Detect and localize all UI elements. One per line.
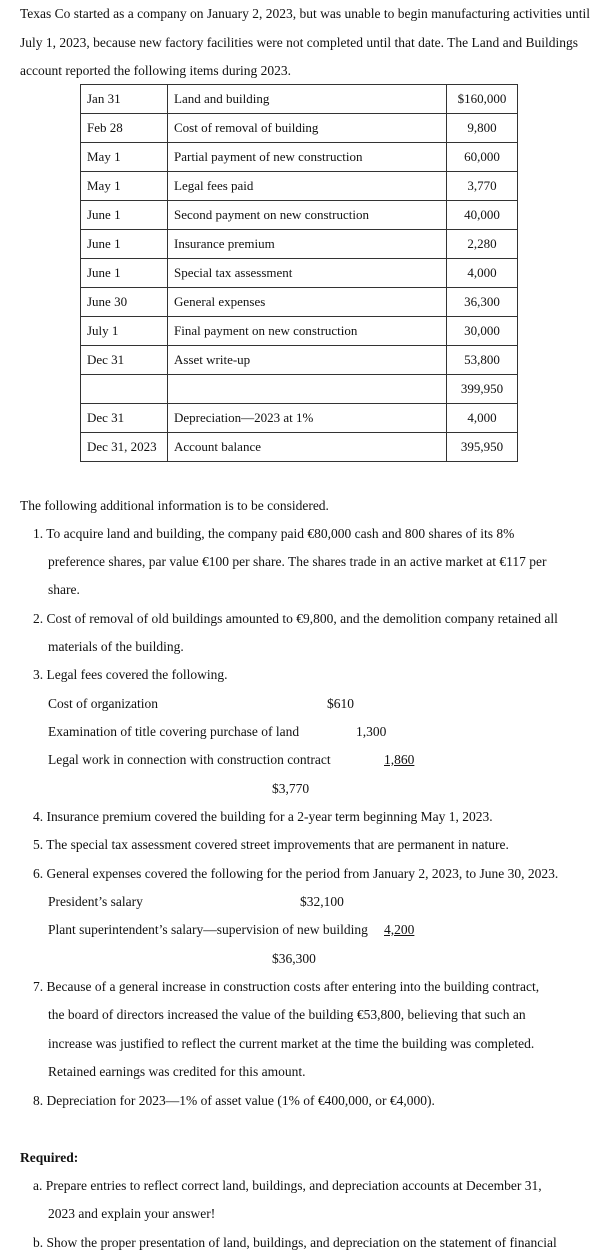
row-date: June 30 [81, 288, 168, 317]
row-description: Second payment on new construction [168, 201, 447, 230]
required-a-line-1: a. Prepare entries to reflect correct land, buildings, and depreciation accounts at December 31, [33, 1178, 542, 1193]
item-7-line-1: 7. Because of a general increase in construction costs after entering into the building contract, [33, 979, 540, 994]
row-amount: 395,950 [447, 433, 518, 462]
row-date [81, 375, 168, 404]
row-description [168, 375, 447, 404]
info-heading: The following additional information is to be considered. [20, 498, 329, 513]
table-row [81, 259, 518, 288]
row-description: Land and building [168, 85, 447, 114]
row-amount: 2,280 [447, 230, 518, 259]
row-date: June 1 [81, 230, 168, 259]
row-date: Dec 31 [81, 404, 168, 433]
row-description: Account balance [168, 433, 447, 462]
item-1-line-1: 1. To acquire land and building, the company paid €80,000 cash and 800 shares of its 8% [33, 526, 515, 541]
table-row-subtotal [81, 375, 518, 404]
row-description: Asset write-up [168, 346, 447, 375]
row-amount: 9,800 [447, 114, 518, 143]
required-heading: Required: [20, 1150, 79, 1165]
legal-item-amount: $610 [327, 696, 354, 711]
item-4-line: 4. Insurance premium covered the building for a 2-year term beginning May 1, 2023. [33, 809, 493, 824]
row-description: Partial payment of new construction [168, 143, 447, 172]
required-a-line-2: 2023 and explain your answer! [48, 1206, 216, 1221]
item-3-line: 3. Legal fees covered the following. [33, 667, 228, 682]
row-description: Depreciation—2023 at 1% [168, 404, 447, 433]
row-date: Dec 31 [81, 346, 168, 375]
item-2-line-1: 2. Cost of removal of old buildings amounted to €9,800, and the demolition company retained all [33, 611, 558, 626]
item-6-line: 6. General expenses covered the following for the period from January 2, 2023, to June 30, 2023. [33, 866, 559, 881]
land-buildings-ledger-table [80, 84, 518, 462]
item-8-line: 8. Depreciation for 2023—1% of asset value (1% of €400,000, or €4,000). [33, 1093, 435, 1108]
item-1-line-3: share. [48, 582, 80, 597]
row-amount: 30,000 [447, 317, 518, 346]
table-row [81, 230, 518, 259]
row-description: Final payment on new construction [168, 317, 447, 346]
row-amount: 36,300 [447, 288, 518, 317]
row-description: Legal fees paid [168, 172, 447, 201]
table-row [81, 346, 518, 375]
row-date: June 1 [81, 201, 168, 230]
item-7-line-2: the board of directors increased the value of the building €53,800, believing that such an [48, 1007, 526, 1022]
required-b-line-1: b. Show the proper presentation of land, buildings, and depreciation on the statement of financial [33, 1235, 557, 1250]
legal-item-label: Legal work in connection with construction contract [48, 752, 331, 767]
general-item-amount: $32,100 [300, 894, 344, 909]
general-item-label: Plant superintendent’s salary—supervision of new building [48, 922, 368, 937]
table-row [81, 404, 518, 433]
row-amount: 4,000 [447, 404, 518, 433]
row-description: Insurance premium [168, 230, 447, 259]
legal-item-amount: 1,860 [384, 752, 415, 767]
item-7-line-3: increase was justified to reflect the current market at the time the building was completed. [48, 1036, 535, 1051]
general-item-label: President’s salary [48, 894, 143, 909]
row-date: May 1 [81, 172, 168, 201]
item-5-line: 5. The special tax assessment covered street improvements that are permanent in nature. [33, 837, 509, 852]
row-date: Dec 31, 2023 [81, 433, 168, 462]
row-description: Cost of removal of building [168, 114, 447, 143]
row-amount: 60,000 [447, 143, 518, 172]
legal-item-amount: 1,300 [356, 724, 387, 739]
table-row [81, 317, 518, 346]
table-row [81, 114, 518, 143]
legal-item-label: Cost of organization [48, 696, 158, 711]
table-row [81, 85, 518, 114]
row-date: May 1 [81, 143, 168, 172]
row-amount: 399,950 [447, 375, 518, 404]
legal-total: $3,770 [272, 781, 310, 796]
table-row [81, 201, 518, 230]
item-7-line-4: Retained earnings was credited for this amount. [48, 1064, 306, 1079]
table-row [81, 143, 518, 172]
row-date: June 1 [81, 259, 168, 288]
general-item-amount: 4,200 [384, 922, 415, 937]
row-description: Special tax assessment [168, 259, 447, 288]
row-date: July 1 [81, 317, 168, 346]
row-description: General expenses [168, 288, 447, 317]
item-2-line-2: materials of the building. [48, 639, 184, 654]
general-total: $36,300 [272, 951, 316, 966]
row-amount: 40,000 [447, 201, 518, 230]
row-date: Jan 31 [81, 85, 168, 114]
row-amount: 3,770 [447, 172, 518, 201]
intro-paragraph: Texas Co started as a company on January 2, 2023, but was unable to begin manufacturing activities until July 1, 2023, because new factory facilities were not completed until that date. The Land and Buildings account reported the following items during 2023. [20, 6, 591, 78]
row-amount: 4,000 [447, 259, 518, 288]
row-date: Feb 28 [81, 114, 168, 143]
item-1-line-2: preference shares, par value €100 per share. The shares trade in an active market at €117 per [48, 554, 547, 569]
row-amount: $160,000 [447, 85, 518, 114]
legal-item-label: Examination of title covering purchase of land [48, 724, 300, 739]
table-row [81, 288, 518, 317]
row-amount: 53,800 [447, 346, 518, 375]
table-row [81, 172, 518, 201]
table-row-balance [81, 433, 518, 462]
